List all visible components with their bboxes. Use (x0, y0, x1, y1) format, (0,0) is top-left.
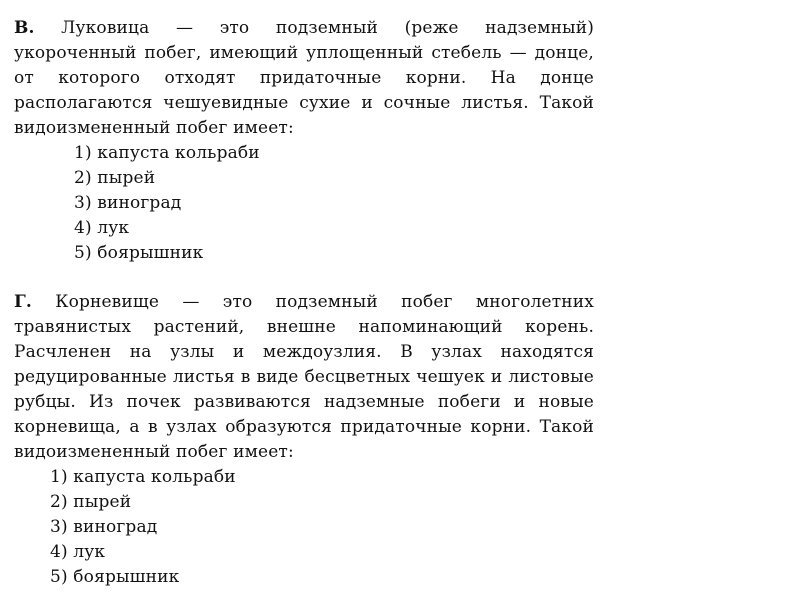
question-g-option-5: 5) боярышник (50, 567, 180, 587)
question-g-option-2: 2) пырей (50, 492, 132, 512)
question-b-option-4: 4) лук (74, 218, 130, 238)
question-g-paragraph (14, 290, 594, 465)
question-b-paragraph (14, 16, 594, 141)
question-b-options (74, 141, 594, 266)
question-b-label: В. (14, 18, 35, 38)
question-b-option-2: 2) пырей (74, 168, 156, 188)
question-b-option-3: 3) виноград (74, 193, 182, 213)
question-g (14, 290, 594, 590)
question-b (14, 16, 594, 266)
question-g-options (50, 465, 594, 590)
question-b-option-1: 1) капуста кольраби (74, 143, 260, 163)
question-g-text: Корневище — это подземный побег многолетних травянистых растений, внешне напоминающий корень. Расчленен на узлы и междоузлия. В узлах находятся редуцированные листья в виде бесцветных чешуек и листовые рубцы. Из почек развиваются надземные побеги и новые корневища, а в узлах образуются придаточные корни. Такой видоизмененный побег имеет: (14, 292, 594, 462)
question-g-label: Г. (14, 292, 32, 312)
question-g-option-3: 3) виноград (50, 517, 158, 537)
question-g-option-1: 1) капуста кольраби (50, 467, 236, 487)
question-b-text: Луковица — это подземный (реже надземный) укороченный побег, имеющий уплощенный стебель — донце, от которого отходят придаточные корни. На донце располагаются чешуевидные сухие и сочные листья. Такой видоизмененный побег имеет: (14, 18, 594, 138)
question-b-option-5: 5) боярышник (74, 243, 204, 263)
question-g-option-4: 4) лук (50, 542, 106, 562)
